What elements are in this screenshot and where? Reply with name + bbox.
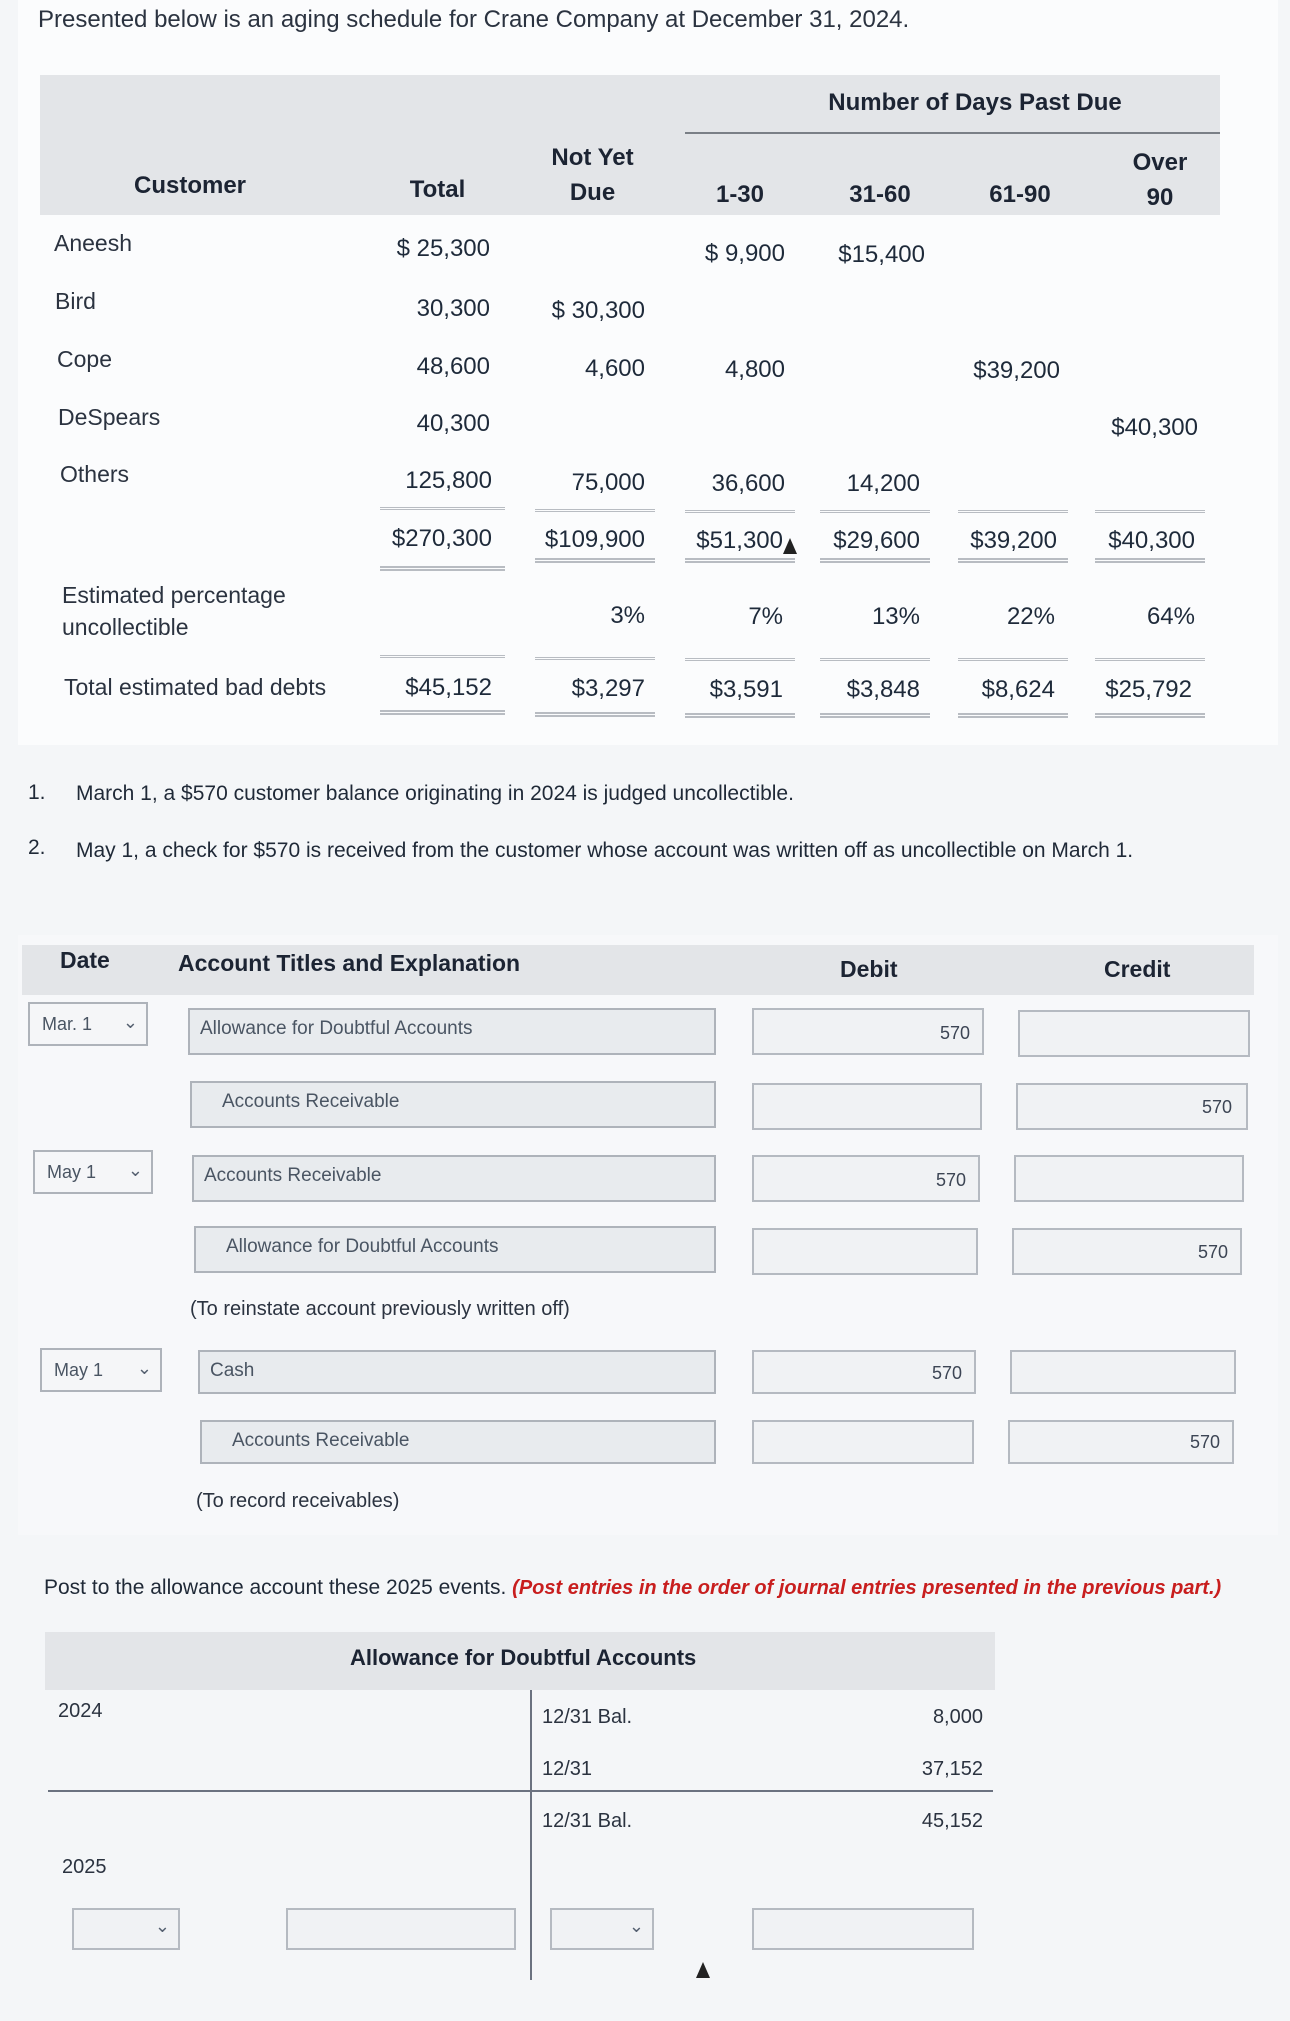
pct-label-2: uncollectible	[62, 614, 189, 640]
pct-over-90: 64%	[1146, 603, 1195, 630]
total-cell: 48,600	[416, 353, 490, 380]
year-label: 2024	[58, 1700, 103, 1722]
grand-total-cell: $270,300	[391, 525, 492, 552]
debit-amount: 570	[935, 1170, 966, 1190]
bad-debts-double-rule	[685, 713, 795, 718]
page-title: Presented below is an aging schedule for Crane Company at December 31, 2024.	[38, 6, 910, 33]
total-header: Total	[409, 176, 466, 203]
bad-debts-double-rule	[958, 713, 1068, 718]
date-value: May 1	[54, 1360, 104, 1380]
bad-debts-total: $45,152	[405, 674, 492, 701]
total-cell: 40,300	[416, 410, 490, 437]
date-select[interactable]	[40, 1348, 162, 1392]
credit-date-select[interactable]	[550, 1908, 654, 1950]
credit-amount: 8,000	[932, 1706, 983, 1728]
pct-31-60: 13%	[871, 603, 920, 630]
subtotal-rule	[820, 510, 930, 513]
credit-input[interactable]	[1018, 1010, 1250, 1057]
chevron-down-icon: ⌄	[628, 1916, 644, 1936]
debit-explanation-input[interactable]	[286, 1908, 516, 1950]
customer-name: DeSpears	[58, 404, 161, 430]
posting-instruction-note: (Post entries in the order of journal entries presented in the previous part.)	[512, 1577, 1222, 1599]
days-31-60-header: 31-60	[849, 181, 911, 208]
account-header: Account Titles and Explanation	[178, 950, 521, 976]
days-1-30-cell: 4,800	[724, 356, 785, 383]
event-number: 1.	[28, 781, 46, 804]
posting-instruction	[44, 1576, 1221, 1600]
debit-input[interactable]	[752, 1228, 978, 1275]
event-text: March 1, a $570 customer balance originating in 2024 is judged uncollectible.	[76, 782, 794, 805]
credit-input[interactable]	[1010, 1350, 1236, 1394]
account-input[interactable]: Allowance for Doubtful Accounts	[188, 1008, 716, 1055]
not-yet-due-cell: 75,000	[571, 469, 645, 496]
debit-date-select[interactable]	[72, 1908, 180, 1950]
bad-debts-not-yet-due: $3,297	[571, 675, 645, 702]
pct-61-90: 22%	[1006, 603, 1055, 630]
pct-label: Estimated percentage	[62, 582, 286, 608]
days-1-30-cell: $ 9,900	[704, 240, 785, 267]
pct-rule	[535, 657, 655, 660]
debit-header: Debit	[840, 956, 898, 982]
posting-instruction-main: Post to the allowance account these 2025 events.	[44, 1576, 507, 1599]
account-input[interactable]: Accounts Receivable	[190, 1081, 716, 1128]
credit-header: Credit	[1104, 956, 1171, 982]
bad-debts-double-rule	[535, 712, 655, 717]
debit-input[interactable]	[752, 1083, 982, 1130]
pct-rule	[820, 658, 930, 661]
days-61-90-total: $39,200	[970, 527, 1057, 554]
mouse-cursor-icon	[696, 1962, 710, 1978]
pct-not-yet-due: 3%	[610, 602, 645, 629]
pct-rule	[1095, 658, 1205, 661]
bad-debts-1-30: $3,591	[709, 676, 783, 703]
days-31-60-total: $29,600	[833, 527, 920, 554]
chevron-down-icon: ⌄	[127, 1160, 143, 1180]
t-account-title: Allowance for Doubtful Accounts	[350, 1645, 697, 1670]
bad-debts-double-rule	[1095, 713, 1205, 718]
chevron-down-icon: ⌄	[122, 1012, 138, 1032]
total-double-rule	[958, 558, 1068, 563]
credit-amount: 570	[1201, 1097, 1232, 1117]
credit-date-label: 12/31	[542, 1758, 593, 1780]
chevron-down-icon: ⌄	[154, 1916, 170, 1936]
pct-1-30: 7%	[748, 603, 783, 630]
not-yet-due-header-2: Due	[569, 179, 616, 206]
bad-debts-61-90: $8,624	[981, 676, 1055, 703]
date-select[interactable]	[33, 1150, 153, 1194]
subtotal-rule	[380, 507, 505, 510]
not-yet-due-cell: $ 30,300	[551, 297, 645, 324]
total-double-rule	[380, 566, 505, 571]
days-1-30-cell: 36,600	[711, 470, 785, 497]
bad-debts-31-60: $3,848	[846, 676, 920, 703]
credit-amount: 570	[1189, 1432, 1220, 1452]
customer-name: Aneesh	[54, 230, 133, 256]
debit-input[interactable]	[752, 1420, 974, 1464]
account-input[interactable]: Allowance for Doubtful Accounts	[194, 1226, 716, 1273]
days-1-30-total: $51,300	[696, 527, 783, 554]
pct-rule	[685, 658, 795, 661]
bad-debts-double-rule	[380, 710, 505, 715]
event-number: 2.	[28, 836, 46, 859]
customer-header: Customer	[133, 172, 247, 199]
over-90-header-1: Over	[1132, 149, 1188, 176]
date-value: Mar. 1	[42, 1014, 93, 1034]
bad-debts-double-rule	[820, 713, 930, 718]
bad-debts-label: Total estimated bad debts	[64, 674, 327, 700]
over-90-header-2: 90	[1146, 184, 1174, 211]
days-31-60-cell: 14,200	[846, 470, 920, 497]
customer-name: Cope	[57, 346, 112, 372]
mouse-cursor-icon	[783, 538, 797, 554]
account-input[interactable]: Accounts Receivable	[200, 1420, 716, 1464]
bad-debts-over-90: $25,792	[1105, 676, 1192, 703]
subtotal-rule	[958, 510, 1068, 513]
days-31-60-cell: $15,400	[838, 241, 925, 268]
entry-explanation: (To record receivables)	[196, 1490, 400, 1512]
entry-explanation: (To reinstate account previously written off)	[190, 1298, 570, 1320]
subtotal-rule	[685, 510, 795, 513]
over-90-total: $40,300	[1108, 527, 1195, 554]
t-account-rule	[48, 1790, 993, 1792]
total-double-rule	[1095, 558, 1205, 563]
t-account-divider	[530, 1690, 532, 1980]
days-past-due-header: Number of Days Past Due	[828, 89, 1122, 116]
date-value: May 1	[47, 1162, 97, 1182]
total-cell: 30,300	[416, 295, 490, 322]
customer-name: Bird	[55, 288, 96, 314]
account-input[interactable]: Cash	[198, 1350, 716, 1394]
total-cell: $ 25,300	[396, 235, 490, 262]
year-label: 2025	[62, 1856, 107, 1878]
credit-date-label: 12/31 Bal.	[542, 1810, 633, 1832]
total-double-rule	[535, 558, 655, 563]
subtotal-rule	[1095, 510, 1205, 513]
total-cell: 125,800	[405, 467, 492, 494]
not-yet-due-header-1: Not Yet	[551, 144, 634, 171]
over-90-cell: $40,300	[1111, 414, 1198, 441]
credit-amount-input[interactable]	[752, 1908, 974, 1950]
date-header: Date	[60, 947, 110, 973]
days-61-90-header: 61-90	[989, 181, 1051, 208]
days-1-30-header: 1-30	[715, 181, 765, 208]
pct-rule	[380, 655, 505, 658]
credit-amount: 570	[1197, 1242, 1228, 1262]
pct-rule	[958, 658, 1068, 661]
date-select[interactable]	[28, 1002, 148, 1046]
account-input[interactable]: Accounts Receivable	[192, 1155, 716, 1202]
not-yet-due-cell: 4,600	[584, 355, 645, 382]
days-61-90-cell: $39,200	[973, 357, 1060, 384]
event-text: May 1, a check for $570 is received from the customer whose account was written off as uncollectible on March 1.	[76, 839, 1134, 862]
credit-amount: 45,152	[921, 1810, 983, 1832]
credit-input[interactable]	[1014, 1155, 1244, 1202]
total-double-rule	[820, 558, 930, 563]
debit-amount: 570	[939, 1023, 970, 1043]
total-double-rule	[685, 558, 795, 563]
not-yet-due-total: $109,900	[544, 526, 645, 553]
header-divider	[685, 132, 1220, 134]
customer-name: Others	[60, 461, 130, 487]
subtotal-rule	[535, 509, 655, 512]
credit-amount: 37,152	[921, 1758, 983, 1780]
credit-date-label: 12/31 Bal.	[542, 1706, 633, 1728]
debit-amount: 570	[931, 1363, 962, 1383]
chevron-down-icon: ⌄	[136, 1358, 152, 1378]
